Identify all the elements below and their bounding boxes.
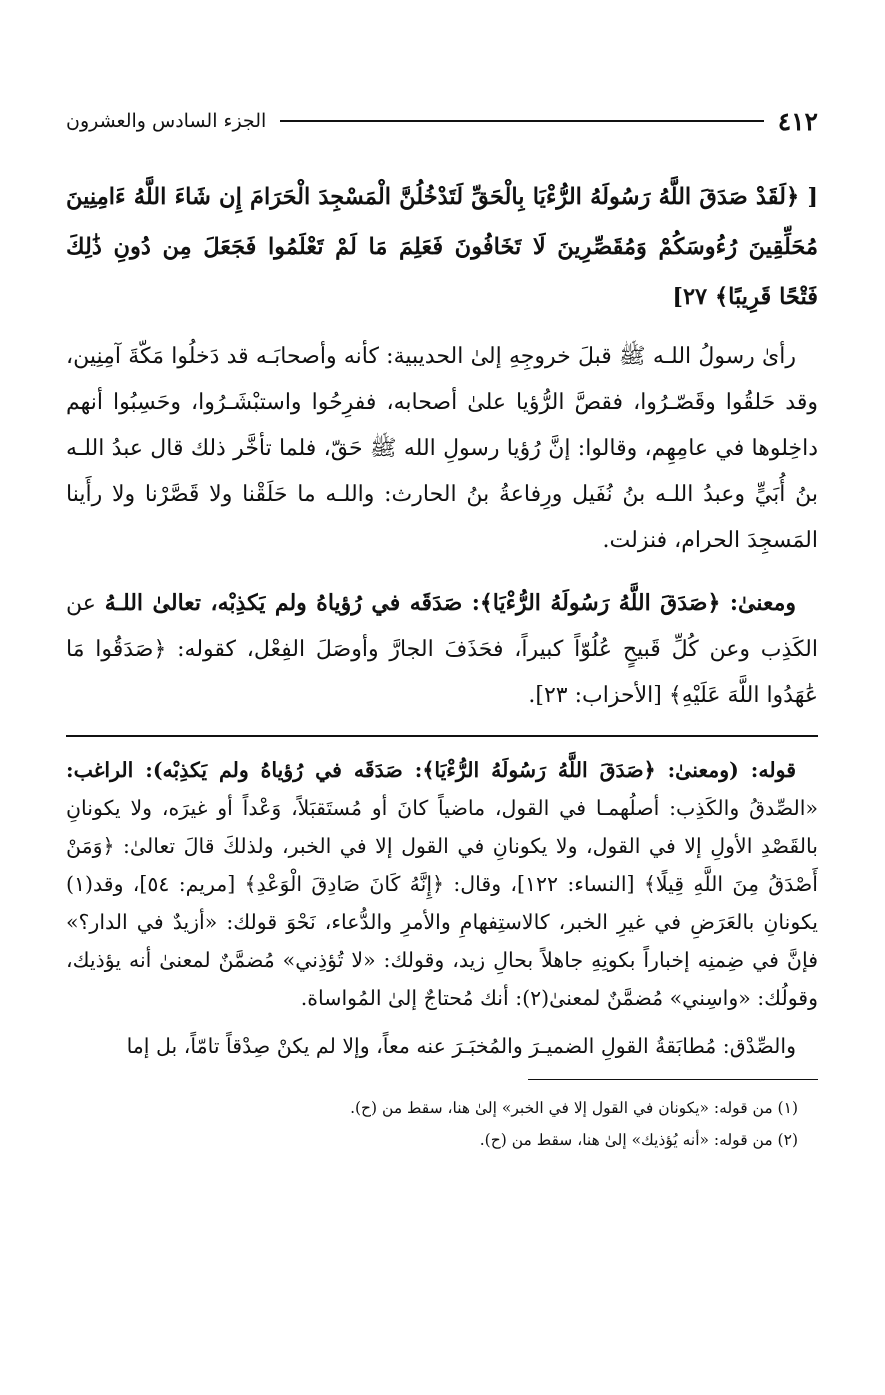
main-text — [66, 172, 818, 1156]
commentary-paragraph — [66, 751, 818, 1017]
header-rule — [280, 120, 763, 122]
footnote-1: (١) من قوله: «يكونان في القول إلا في الخبر» إلىٰ هنا، سقط من (ح). — [350, 1099, 798, 1117]
page-number: ٤١٢ — [777, 106, 818, 136]
quran-verse: [ ﴿لَقَدْ صَدَقَ اللَّهُ رَسُولَهُ الرُّءْيَا بِالْحَقِّ لَتَدْخُلُنَّ الْمَسْجِدَ الْحَرَامَ إِن شَاءَ اللَّهُ ءَامِنِينَ مُحَلِّقِينَ رُءُوسَكُمْ وَمُقَصِّرِينَ لَا تَخَافُونَ فَعَلِمَ مَا لَمْ تَعْلَمُوا فَجَعَلَ مِن دُونِ ذَٰلِكَ فَتْحًا قَرِيبًا﴾ ٢٧] — [66, 184, 818, 310]
meaning-paragraph — [66, 580, 818, 719]
footnote-rule — [528, 1079, 818, 1080]
commentary-divider — [66, 735, 818, 737]
narrative-paragraph: رأىٰ رسولُ اللـه ﷺ قبلَ خروجِهِ إلىٰ الحديبية: كأنه وأصحابَـه قد دَخلُوا مَكّةَ آمِنِين، وقد حَلقُوا وقَصّـرُوا، فقصَّ الرُّؤيا علىٰ أصحابه، ففرِحُوا واستبْشَـرُوا، وحَسِبُوا أنهم داخِلوها في عامِهِم، وقالوا: إنَّ رُؤيا رسولِ الله ﷺ حَقّ، فلما تأخَّر ذلك قال عبدُ اللـه بنُ أُبَيٍّ وعبدُ اللـه بنُ نُفَيل ورِفاعةُ بنُ الحارث: واللـه ما حَلَقْنا ولا قَصَّرْنا ولا رأَينا المَسجِدَ الحرام، فنزلت. — [66, 344, 818, 553]
page-header — [66, 98, 818, 144]
footnote-2: (٢) من قوله: «أنه يُؤذيك» إلىٰ هنا، سقط من (ح). — [479, 1131, 798, 1149]
commentary-lead: قوله: (ومعنىٰ: ﴿صَدَقَ اللَّهُ رَسُولَهُ الرُّءْيَا﴾: صَدَقَه في رُؤياهُ ولم يَكذِبْه): الراغب: — [66, 758, 796, 782]
meaning-lead: ومعنىٰ: ﴿صَدَقَ اللَّهُ رَسُولَهُ الرُّءْيَا﴾: صَدَقَه في رُؤياهُ ولم يَكذِبْه، تعالىٰ اللـهُ — [104, 590, 796, 616]
running-title: الجزء السادس والعشرون — [66, 110, 267, 132]
commentary-paragraph-2: والصِّدْق: مُطابَقةُ القولِ الضميـرَ والمُخبَـرَ عنه معاً، وإلا لم يكنْ صِدْقاً تامّاً، بل إما — [126, 1034, 796, 1058]
commentary-rest: «الصِّدقُ والكَذِب: أصلُهمـا في القول، ماضياً كانَ أو مُستَقبَلاً، وَعْداً أو غيرَه، ولا يكونانِ بالقَصْدِ الأولِ إلا في القول، ولا يكونانِ في القول إلا في الخبر، ولذلكَ قالَ تعالىٰ: ﴿وَمَنْ أَصْدَقُ مِنَ اللَّهِ قِيلًا﴾ [النساء: ١٢٢]، وقال: ﴿إِنَّهُ كَانَ صَادِقَ الْوَعْدِ﴾ [مريم: ٥٤]، وقد(١) يكونانِ بالعَرَضِ في غيرِ الخبر، كالاستِفهامِ والأمرِ والدُّعاء، نَحْوَ قولك: «أزيدٌ في الدار؟» فإنَّ في ضِمنِه إخباراً بكونِهِ جاهلاً بحالِ زيد، وقولك: «لا تُؤذِني» مُضمَّنٌ لمعنىٰ أنه يؤذيك، وقولُك: «واسِني» مُضمَّنٌ لمعنىٰ(٢): أنك مُحتاجٌ إلىٰ المُواساة. — [66, 796, 818, 1010]
meaning-rest: عن الكَذِب وعن كُلِّ قَبيحٍ عُلُوّاً كبيراً، فحَذَفَ الجارَّ وأوصَلَ الفِعْل، كقوله: ﴿صَدَقُوا مَا عَٰهَدُوا اللَّهَ عَلَيْهِ﴾ [الأحزاب: ٢٣]. — [66, 591, 818, 708]
